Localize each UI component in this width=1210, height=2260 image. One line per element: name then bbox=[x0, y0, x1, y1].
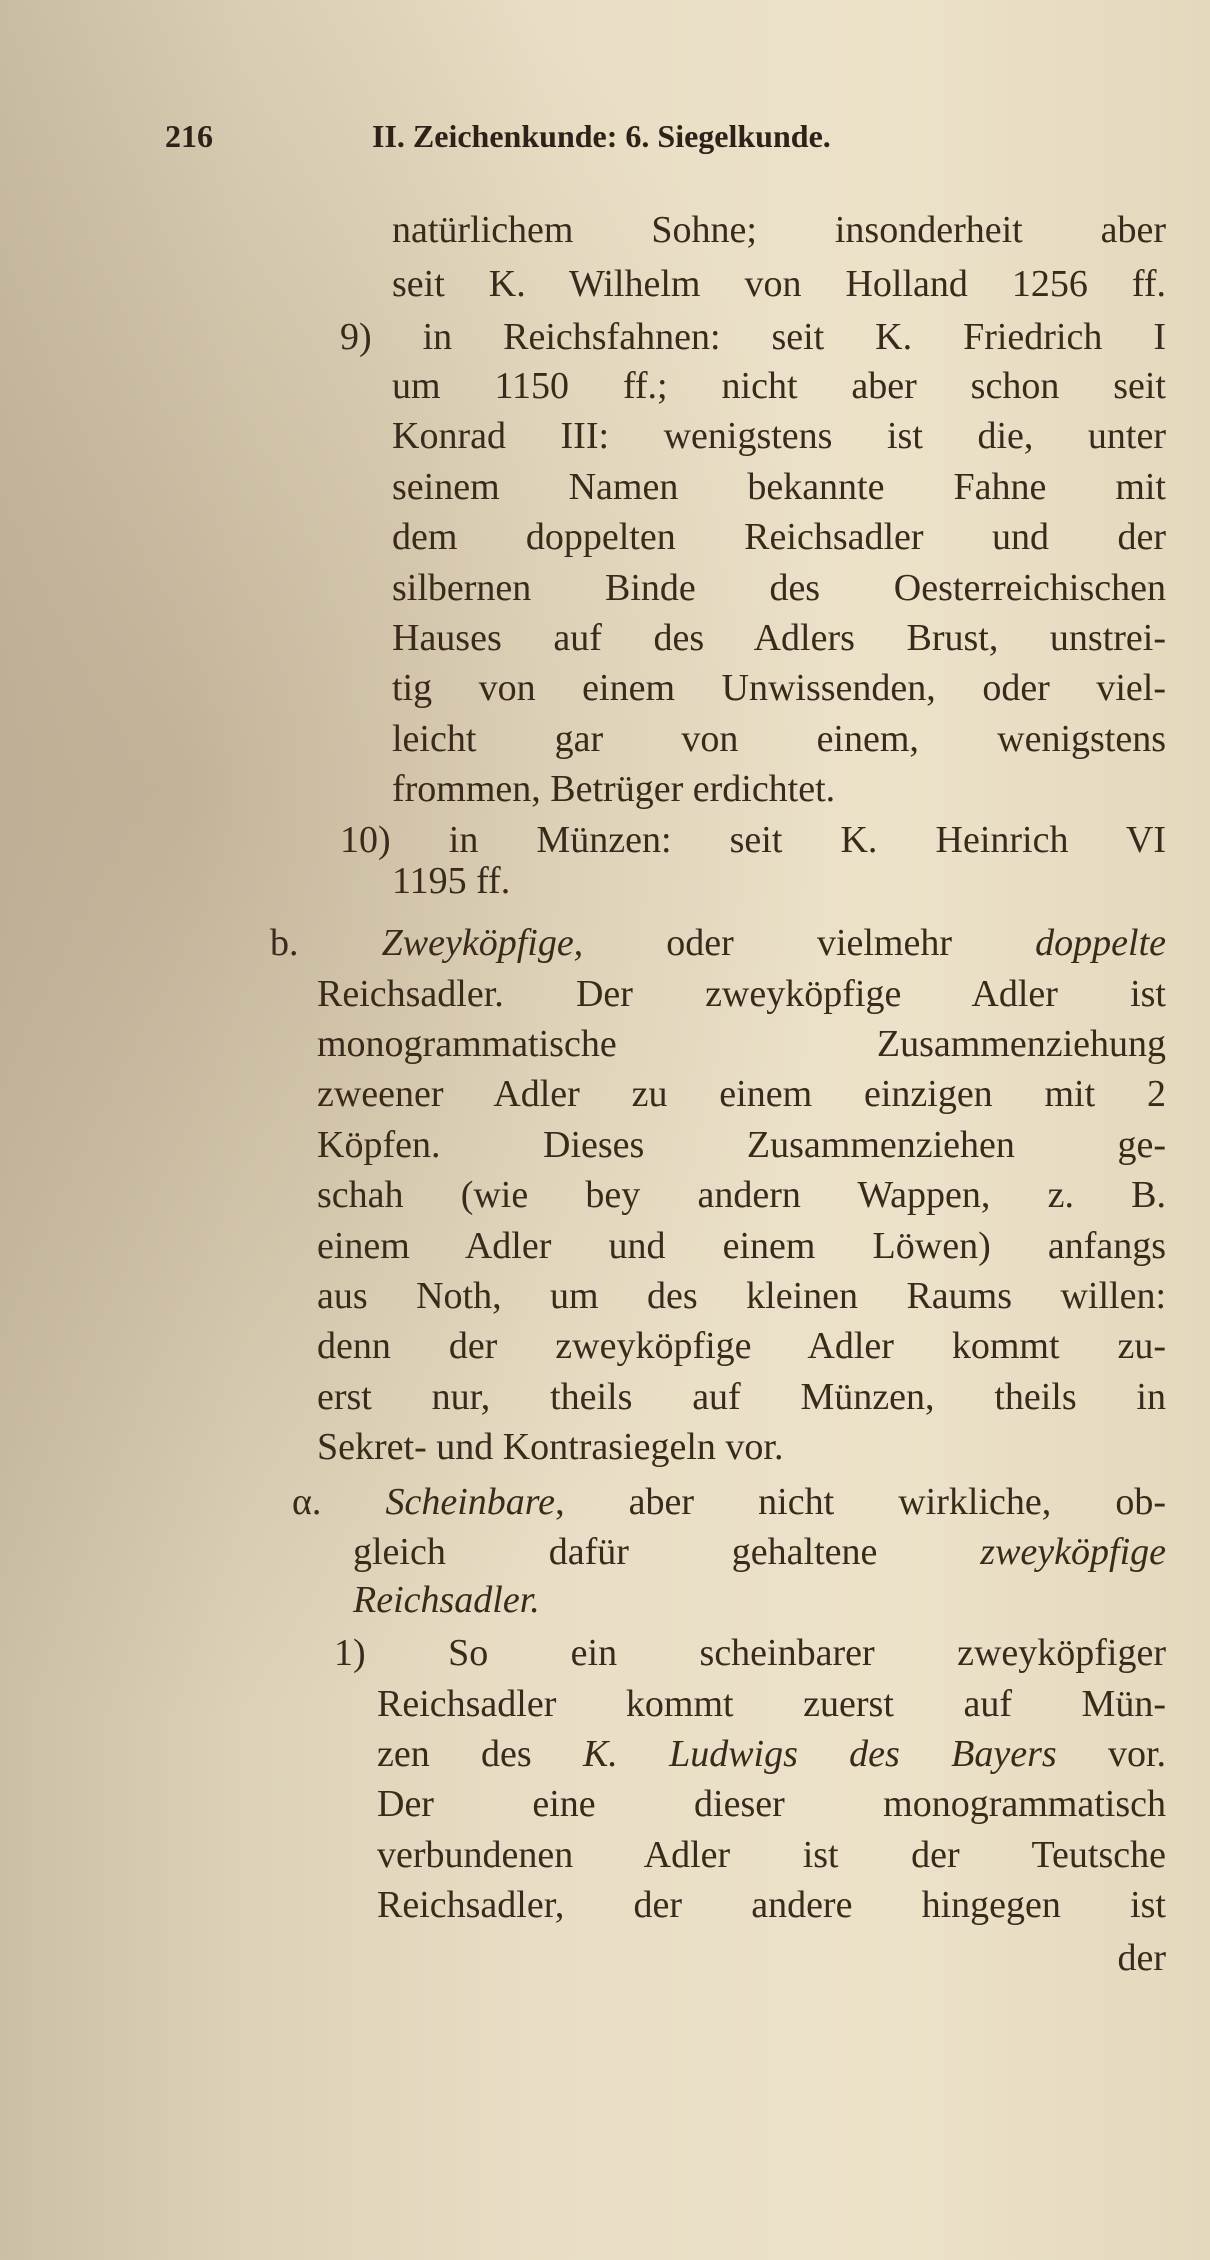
text-line bbox=[392, 512, 1166, 562]
text-line bbox=[334, 1628, 1166, 1678]
text-segment: zweener Adler zu einem einzigen mit 2 bbox=[317, 1073, 1166, 1116]
italic-text: doppelte bbox=[1035, 922, 1166, 965]
italic-text: Zweyköpfige, bbox=[381, 922, 584, 965]
text-line bbox=[317, 1221, 1166, 1271]
text-segment: Reichsadler kommt zuerst auf Mün- bbox=[377, 1682, 1166, 1725]
text-segment: der bbox=[1117, 1937, 1166, 1980]
text-segment: einem Adler und einem Löwen) anfangs bbox=[317, 1224, 1166, 1267]
text-segment: natürlichem Sohne; insonderheit aber bbox=[392, 209, 1166, 252]
text-line bbox=[392, 361, 1166, 411]
text-line bbox=[317, 1069, 1166, 1119]
text-line bbox=[392, 205, 1166, 255]
text-segment: silbernen Binde des Oesterreichischen bbox=[392, 566, 1166, 609]
text-segment: vor. bbox=[1056, 1732, 1166, 1775]
text-segment: monogrammatische Zusammenziehung bbox=[317, 1023, 1166, 1065]
text-line bbox=[377, 1679, 1166, 1729]
text-segment: 10) in Münzen: seit K. Heinrich VI bbox=[340, 818, 1166, 861]
text-segment: gleich dafür gehaltene bbox=[353, 1531, 981, 1574]
text-line bbox=[317, 1372, 1166, 1422]
text-segment: schah (wie bey andern Wappen, z. B. bbox=[317, 1174, 1166, 1217]
text-segment: dem doppelten Reichsadler und der bbox=[392, 516, 1166, 559]
text-segment: frommen, Betrüger erdichtet. bbox=[392, 768, 836, 811]
text-line bbox=[317, 1271, 1166, 1321]
text-segment: um 1150 ff.; nicht aber schon seit bbox=[392, 364, 1166, 407]
text-line bbox=[392, 714, 1166, 764]
text-segment: Konrad III: wenigstens ist die, unter bbox=[392, 415, 1166, 458]
text-segment: Reichsadler, der andere hingegen ist bbox=[377, 1884, 1166, 1927]
text-line bbox=[377, 1779, 1166, 1829]
text-segment: seinem Namen bekannte Fahne mit bbox=[392, 465, 1166, 508]
text-segment: 9) in Reichsfahnen: seit K. Friedrich I bbox=[340, 315, 1166, 358]
text-line bbox=[377, 1729, 1166, 1779]
text-line bbox=[317, 1120, 1166, 1170]
text-line bbox=[317, 969, 1166, 1019]
text-line bbox=[392, 411, 1166, 461]
text-line bbox=[340, 312, 1166, 362]
italic-text: Scheinbare bbox=[385, 1480, 556, 1523]
text-segment: zen des bbox=[377, 1732, 583, 1775]
text-segment: Hauses auf des Adlers Brust, unstrei- bbox=[392, 616, 1166, 659]
text-line bbox=[392, 259, 1166, 309]
text-segment: aus Noth, um des kleinen Raums willen: bbox=[317, 1275, 1166, 1317]
text-segment: leicht gar von einem, wenigstens bbox=[392, 717, 1166, 760]
text-line bbox=[353, 1575, 1166, 1625]
italic-text: K. Ludwigs des Bayers bbox=[582, 1732, 1057, 1775]
text-line bbox=[270, 918, 1166, 968]
text-segment: oder vielmehr bbox=[583, 922, 1036, 965]
text-line bbox=[392, 663, 1166, 713]
text-line bbox=[317, 1170, 1166, 1220]
italic-text: zweyköpfige bbox=[980, 1531, 1166, 1574]
text-line bbox=[392, 613, 1166, 663]
running-title: II. Zeichenkunde: 6. Siegelkunde. bbox=[372, 118, 831, 154]
text-segment: b. bbox=[270, 922, 382, 965]
text-line bbox=[392, 856, 1166, 906]
text-line bbox=[353, 1527, 1166, 1577]
text-line bbox=[377, 1880, 1166, 1930]
text-line bbox=[377, 1830, 1166, 1880]
text-segment: Der eine dieser monogrammatisch bbox=[377, 1783, 1166, 1826]
text-segment: Reichsadler. Der zweyköpfige Adler ist bbox=[317, 972, 1166, 1015]
text-segment: Sekret- und Kontrasiegeln vor. bbox=[317, 1426, 784, 1469]
text-line bbox=[317, 1321, 1166, 1371]
text-segment: tig von einem Unwissenden, oder viel- bbox=[392, 667, 1166, 710]
text-line bbox=[392, 462, 1166, 512]
text-line bbox=[317, 1422, 1166, 1472]
text-line bbox=[292, 1477, 1166, 1527]
text-line bbox=[392, 563, 1166, 613]
text-segment: denn der zweyköpfige Adler kommt zu- bbox=[317, 1325, 1166, 1368]
text-segment: α. bbox=[292, 1480, 386, 1523]
text-segment: verbundenen Adler ist der Teutsche bbox=[377, 1833, 1166, 1876]
text-segment: 1) So ein scheinbarer zweyköpfiger bbox=[334, 1632, 1166, 1675]
text-line bbox=[317, 1019, 1166, 1069]
text-segment: 1195 ff. bbox=[392, 860, 511, 903]
italic-text: Reichsadler. bbox=[353, 1578, 540, 1621]
text-segment: seit K. Wilhelm von Holland 1256 ff. bbox=[392, 262, 1166, 305]
page-number: 216 bbox=[165, 118, 213, 154]
text-line bbox=[392, 764, 1166, 814]
catchword bbox=[900, 1933, 1166, 1983]
text-segment: , aber nicht wirkliche, ob- bbox=[555, 1480, 1166, 1523]
text-segment: Köpfen. Dieses Zusammenziehen ge- bbox=[317, 1123, 1166, 1166]
text-segment: erst nur, theils auf Münzen, theils in bbox=[317, 1375, 1166, 1418]
